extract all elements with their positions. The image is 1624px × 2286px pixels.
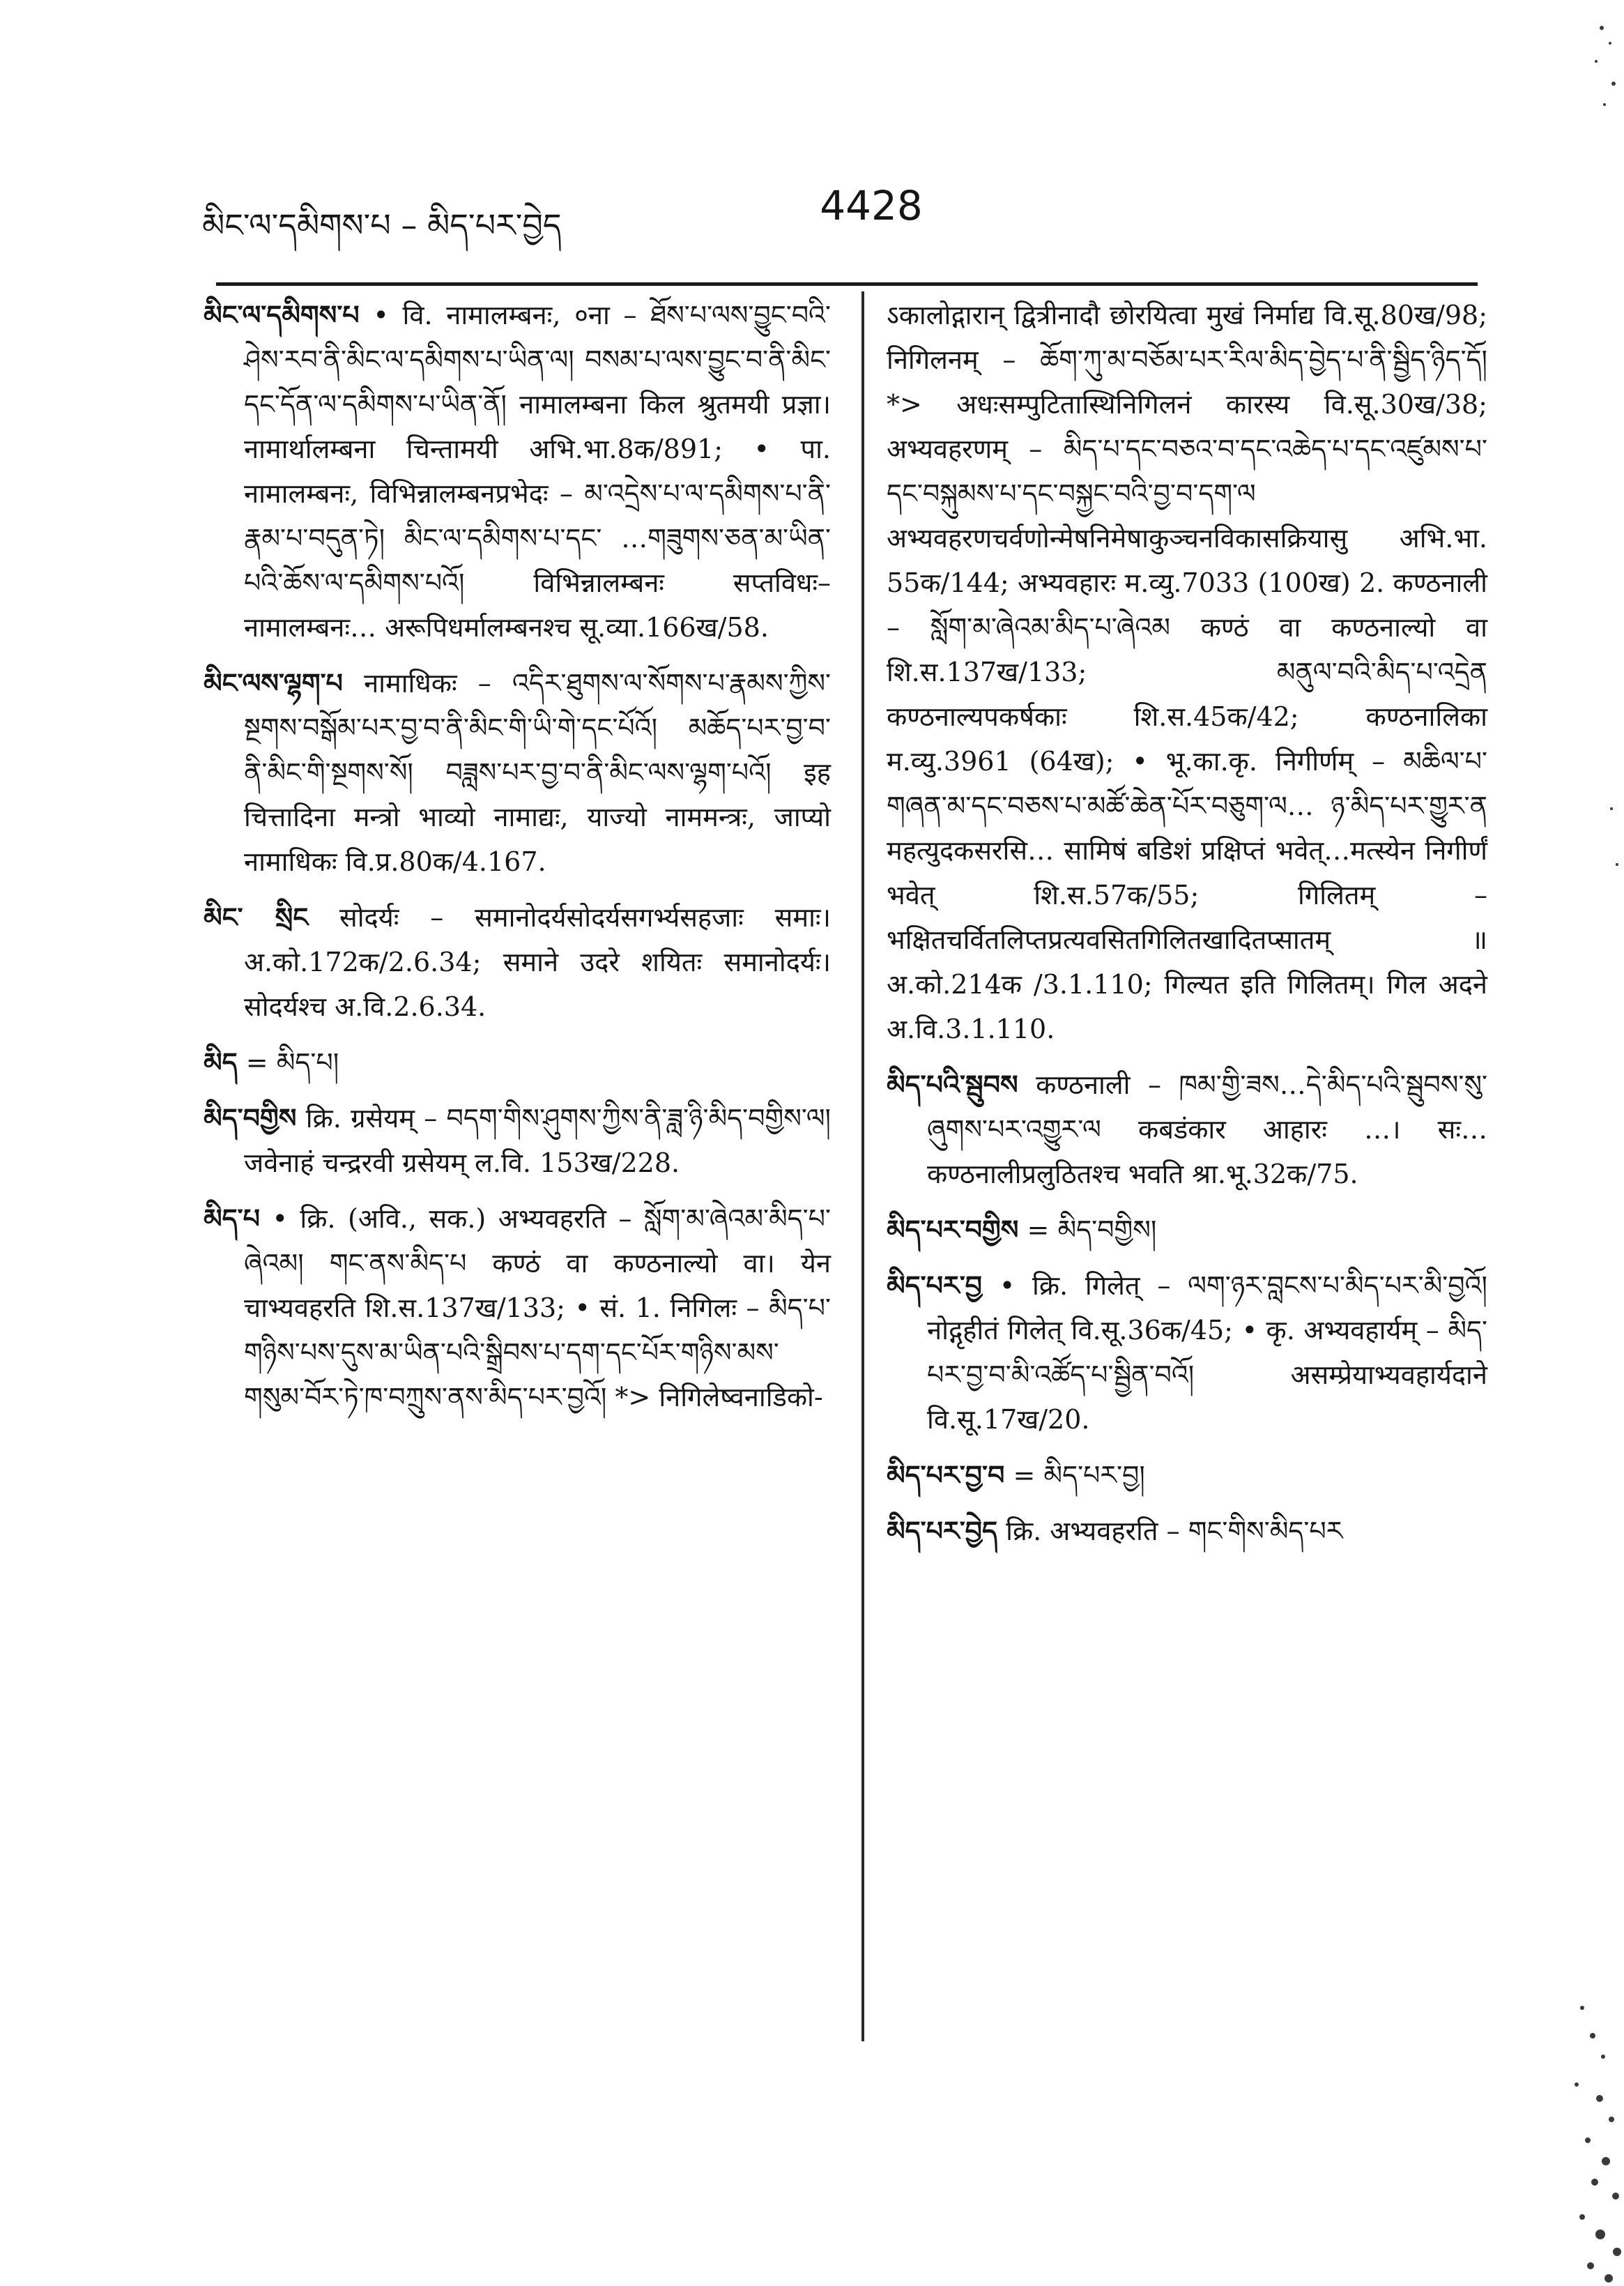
entry-headword: མིད་པར་བྱ (887, 1270, 983, 1301)
entry-body: सोदर्यः – समानोदर्यसोदर्यसगर्भ्यसहजाः समाः। अ.को.172क/2.6.34; समाने उदरे शयितः समानोदर्यः। सोदर्यश्च अ.वि.2.6.34. (244, 902, 831, 1022)
dictionary-entry (887, 1263, 1487, 1442)
entry-body: ऽकालोद्गारान् द्वित्रीनादौ छोरयित्वा मुखं निर्माद्य वि.सू.80ख/98; निगिलनम् – ཆོག་ཀུ་མ་བཅོམ་པར་རིལ་མིད་བྱེད་པ་ནི་སྦྱིད་ཉིད་དོ། *> अधःसम्पुटितास्थिनिगिलनं कारस्य वि.सू.30ख/38; अभ्यवहरणम् – མིད་པ་དང་བཅའ་བ་དང་འཆེད་པ་དང་འཛུམས་པ་དང་བསྐུམས་པ་དང་བསྐྱང་བའི་བྱ་བ་དག་ལ अभ्यवहरणचर्वणोन्मेषनिमेषाकुञ्चनविकासक्रियासु अभि.भा. 55क/144; अभ्यवहारः म.व्यु.7033 (100ख) 2. कण्ठनाली – སློག་མ་ཞེའམ་མིད་པ་ཞེའམ कण्ठं वा कण्ठनाल्यो वा शि.स.137ख/133; མནུལ་བའི་མིད་པ་འདྲེན कण्ठनाल्यपकर्षकाः शि.स.45क/42; कण्ठनालिका म.व्यु.3961 (64ख); • भू.का.कृ. निगीर्णम् – མཆིལ་པ་གཞན་མ་དང་བཅས་པ་མཚོ་ཆེན་པོར་བཅུག་ལ… ཉ་མིད་པར་གྱུར་ན महत्युदकसरसि… सामिषं बडिशं प्रक्षिप्तं भवेत्…मत्स्येन निगीर्णं भवेत् शि.स.57क/55; गिलितम् – भक्षितचर्वितलिप्तप्रत्यवसितगिलितखादितप्सातम् ॥ अ.को.214क /3.1.110; गिल्यत इति गिलितम्। गिल अदने अ.वि.3.1.110. (887, 300, 1487, 1044)
entry-body: = མིད་པ། (245, 1047, 339, 1078)
entry-headword: མིད་པ (204, 1203, 261, 1234)
entry-body: • क्रि. गिलेत् – ལག་ཉར་བླངས་པ་མིད་པར་མི་བྱའོ། नोद्गृहीतं गिलेत् वि.सू.36क/45; • कृ. अभ्यवहार्यम् – མིད་པར་བྱ་བ་མི་འཚོད་པ་སྦྱིན་བའོ། असम्प्रेयाभ्यवहार्यदाने वि.सू.17ख/20. (927, 1270, 1487, 1435)
entry-headword: མིད་པར་བྱེད (887, 1516, 998, 1546)
entry-body: = མིད་པར་བྱ། (1013, 1460, 1145, 1491)
dictionary-entry (204, 1196, 831, 1419)
entry-body: कण्ठनाली – ཁམ་གྱི་ཟས…དེ་མིད་པའི་སྦུབས་སུ་ཞུགས་པར་འགྱུར་ལ कबडंकार आहारः …। सः…कण्ठनालीप्रलुठितश्च भवति श्रा.भू.32क/75. (927, 1069, 1487, 1189)
entry-headword: མིད་པའི་སྦུབས (887, 1069, 1018, 1100)
page-header (202, 178, 1485, 244)
dictionary-entry (204, 1040, 831, 1085)
dictionary-entry (204, 895, 831, 1029)
page-number: 4428 (820, 182, 923, 229)
left-column (204, 293, 831, 1431)
entry-body: • क्रि. (अवि., सक.) अभ्यवहरति – སློག་མ་ཞེའམ་མིད་པ་ཞེའམ། གང་ནས་མིད་པ कण्ठं वा कण्ठनाल्यो वा। येन चाभ्यवहरति शि.स.137ख/133; • सं. 1. निगिलः – མིད་པ་གཉིས་པས་དུས་མ་ཡིན་པའི་སྒྲིབས་པ་དག་དང་པོར་གཉིས་མས་གསུམ་བོར་ཏེ་ཁ་བཀྲུས་ནས་མིད་པར་བྱའོ། *> निगिलेष्वनाडिको- (244, 1203, 831, 1412)
dictionary-entry (887, 1453, 1487, 1498)
header-rule (216, 282, 1478, 286)
right-column (887, 293, 1487, 1564)
entry-headword: མིད་བགྱིས (204, 1103, 297, 1134)
dictionary-entry (887, 1062, 1487, 1196)
entry-body: • वि. नामालम्बनः, ०ना – ཐོས་པ་ལས་བྱུང་བའི་ཤེས་རབ་ནི་མིང་ལ་དམིགས་པ་ཡིན་ལ། བསམ་པ་ལས་བྱུང་བ་ནི་མིང་དང་དོན་ལ་དམིགས་པ་ཡིན་ནོ། नामालम्बना किल श्रुतमयी प्रज्ञा। नामार्थालम्बना चिन्तामयी अभि.भा.8क/891; • पा. नामालम्बनः, विभिन्नालम्बनप्रभेदः – མ་འདྲེས་པ་ལ་དམིགས་པ་ནི་རྣམ་པ་བདུན་ཏེ། མིང་ལ་དམིགས་པ་དང་ …གཟུགས་ཅན་མ་ཡིན་པའི་ཆོས་ལ་དམིགས་པའོ། विभिन्नालम्बनः सप्तविधः–नामालम्बनः… अरूपिधर्मालम्बनश्च सू.व्या.166ख/58. (244, 300, 831, 643)
dictionary-entry (204, 1096, 831, 1185)
column-divider (861, 291, 864, 2041)
entry-body: क्रि. ग्रसेयम् – བདག་གིས་ཤུགས་ཀྱིས་ནི་ཟླ་ཉི་མིད་བགྱིས་ལ། जवेनाहं चन्द्ररवी ग्रसेयम् ल.वि. 153ख/228. (244, 1103, 831, 1178)
dictionary-entry (887, 1207, 1487, 1252)
entry-headword: མིང་ སྲིང (204, 902, 309, 933)
dictionary-entry (204, 293, 831, 650)
entry-body: क्रि. अभ्यवहरति – གང་གིས་མིད་པར (1006, 1516, 1343, 1546)
entry-headword: མིད་པར་བགྱིས (887, 1214, 1019, 1245)
dictionary-entry (887, 1509, 1487, 1553)
dictionary-entry (204, 661, 831, 884)
scan-edge-speckle (1533, 0, 1624, 2286)
entry-body: = མིད་བགྱིས། (1027, 1214, 1157, 1245)
dictionary-entry-continued (887, 293, 1487, 1051)
entry-headword: མིང་ལ་དམིགས་པ (204, 300, 360, 330)
entry-body: नामाधिकः – འདིར་ཐུགས་ལ་སོགས་པ་རྣམས་ཀྱིས་སྔགས་བསྒོམ་པར་བྱ་བ་ནི་མིང་གི་ཡི་གེ་དང་པོའོ། མཆོད་པར་བྱ་བ་ནི་མིང་གི་སྔགས་སོ། བཟླས་པར་བྱ་བ་ནི་མིང་ལས་ལྷག་པའོ། इह चित्तादिना मन्त्रो भाव्यो नामाद्यः, याज्यो नाममन्त्रः, जाप्यो नामाधिकः वि.प्र.80क/4.167. (244, 668, 831, 877)
running-head: མིང་ལ་དམིགས་པ – མིད་པར་བྱེད (202, 206, 562, 244)
entry-headword: མིད་པར་བྱ་བ (887, 1460, 1005, 1491)
entry-headword: མིང་ལས་ལྷག་པ (204, 668, 343, 699)
entry-headword: མིད (204, 1047, 238, 1078)
